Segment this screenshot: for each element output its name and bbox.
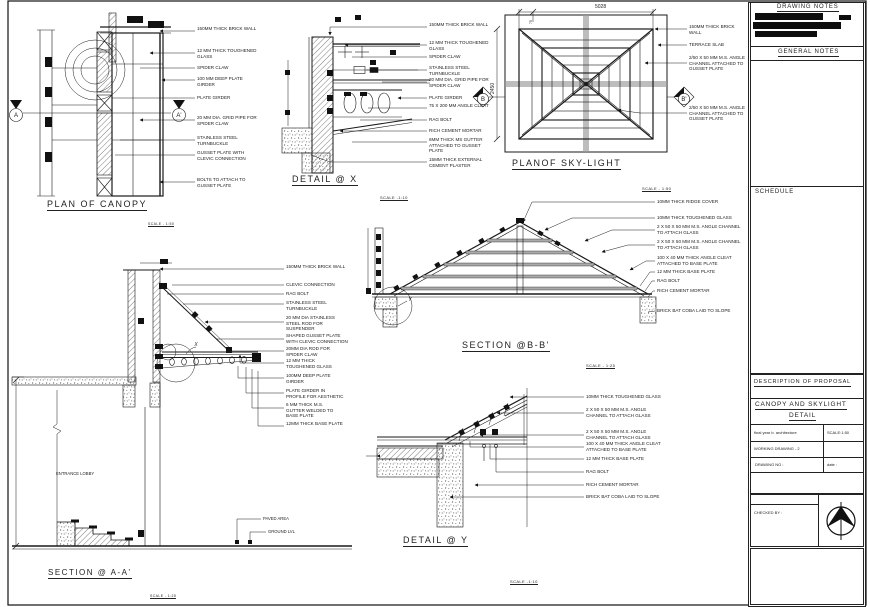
drawing-no-cell: DRAWING NO :	[755, 462, 784, 467]
skylight-width-dim: 5028	[595, 4, 607, 10]
annotation-label: SPIDER CLAW	[197, 65, 229, 70]
annotation-label: BRICK BAT COBA LAID TO SLOPE	[586, 494, 660, 499]
annotation-label: 20 MM DIA STAINLESS STEEL ROD FOR SUSPENDER	[286, 315, 335, 332]
annotation-label: PLATE GIRDER	[429, 95, 463, 100]
annotation-label: 15MM THICK EXTERNAL CEMENT PLASTER	[429, 157, 483, 168]
skylight-offset-dim: 75	[529, 20, 533, 24]
annotation-label: TERRACE SLAB	[689, 42, 724, 47]
annotation-label: 150MM THICK BRICK WALL	[286, 264, 346, 269]
detail-y-title: DETAIL @ Y	[403, 535, 469, 545]
redacted-note-line	[839, 15, 851, 20]
drawing-notes-heading: DRAWING NOTES	[777, 4, 839, 10]
annotation-label: 2 X 50 X 50 MM M.S. ANGLE CHANNEL TO ATTACH GLASS	[586, 407, 651, 418]
working-drawing-cell: WORKING DRAWING - 2	[754, 446, 800, 451]
annotation-label: 150MM THICK BRICK WALL	[429, 22, 489, 27]
annotation-label: 100 X 40 MM THICK ANGLE CLEAT ATTACHED TO BASE PLATE	[657, 255, 732, 266]
annotation-label: BRICK BAT COBA LAID TO SLOPE	[657, 308, 731, 313]
annotation-label: 12 MM THICK BASE PLATE	[586, 456, 645, 461]
spare-box	[750, 472, 864, 494]
annotation-label: 2/50 X 50 MM M.S. ANGLE CHANNEL ATTACHED TO GUSSET PLATE	[689, 105, 745, 122]
canopy-plan-drawing	[10, 13, 196, 196]
annotation-label: 12 MM THICK TOUGHENED GLASS	[197, 48, 257, 59]
north-arrow-icon	[818, 495, 863, 546]
general-notes-heading: GENERAL NOTES	[778, 49, 840, 55]
drawing-notes-box	[750, 2, 864, 48]
paved-area-label: PAVED AREA	[263, 516, 289, 521]
checked-by-label: CHECKED BY :	[754, 510, 783, 515]
annotation-label: RICH CEMENT MORTAR	[657, 288, 710, 293]
canopy-plan-title: PLAN OF CANOPY	[47, 199, 148, 209]
annotation-label: 12 MM THICK TOUGHENED GLASS	[286, 358, 332, 369]
annotation-label: GUSSET PLATE WITH CLEVIC CONNECTION	[197, 150, 246, 161]
bottom-empty-box	[750, 548, 864, 605]
annotation-label: 150MM THICK BRICK WALL	[197, 26, 257, 31]
annotation-label: 10MM THICK TOUGHENED GLASS	[657, 215, 732, 220]
skylight-plan-title: PLANOF SKY-LIGHT	[512, 158, 622, 168]
annotation-label: STAINLESS STEEL TURNBUCKLE	[197, 135, 238, 146]
detail-y-scale: SCALE -1:10	[510, 579, 538, 584]
annotation-label: STAINLESS STEEL TURNBUCKLE	[429, 65, 470, 76]
skylight-height-dim: 2450	[490, 82, 496, 94]
annotation-label: STAINLESS STEEL TURNBUCKLE	[286, 300, 327, 311]
project-title-line2: DETAIL	[789, 412, 817, 419]
annotation-label: SHAPED GUSSET PLATE WITH CLEVIC CONNECTION	[286, 333, 348, 344]
section-bb-title: SECTION @B-B'	[462, 340, 550, 350]
marker-b: B	[480, 97, 486, 104]
annotation-label: PLATE GIRDER IN PROFILE FOR AESTHETIC	[286, 388, 344, 399]
annotation-label: RICH CEMENT MORTAR	[586, 482, 639, 487]
annotation-label: 6MM THICK MS GUTTER ATTACHED TO GUSSET PLATE	[429, 137, 483, 154]
annotation-label: 100 X 40 MM THICK ANGLE CLEAT ATTACHED TO BASE PLATE	[586, 441, 661, 452]
annotation-label: RAG BOLT	[657, 278, 680, 283]
marker-y: Y	[408, 297, 412, 303]
annotation-label: RAG BOLT	[286, 291, 309, 296]
firm-cell: final year b. architecture	[754, 430, 797, 435]
checked-by-box	[750, 494, 864, 547]
marker-b-prime: B'	[681, 97, 687, 104]
annotation-label: 2 X 50 X 50 MM M.S. ANGLE CHANNEL TO ATTACH GLASS	[657, 239, 741, 250]
annotation-label: 6 MM THICK M.S. GUTTER WELDED TO BASE PLATE	[286, 402, 334, 419]
annotation-label: SPIDER CLAW	[429, 54, 461, 59]
detail-x-scale: SCALE -1:10	[380, 195, 408, 200]
section-bb-scale: SCALE - 1:25	[586, 363, 616, 368]
description-heading: DESCRIPTION OF PROPOSAL	[754, 379, 851, 385]
annotation-label: BOLTS TO ATTACH TO GUSSET PLATE	[197, 177, 246, 188]
marker-a: A	[13, 113, 19, 120]
schedule-box	[750, 186, 864, 374]
section-bb-drawing	[366, 202, 656, 327]
section-aa-title: SECTION @ A-A'	[48, 568, 132, 577]
annotation-label: 20 MM DIA. GRID PIPE FOR SPIDER CLAW	[197, 115, 257, 126]
marker-a-prime: A'	[176, 113, 182, 120]
date-cell: date :	[827, 462, 838, 467]
project-title-box	[750, 398, 864, 426]
info-table	[750, 424, 864, 474]
schedule-heading: SCHEDULE	[755, 189, 795, 195]
room-label: ENTRANCE LOBBY	[56, 471, 95, 476]
redacted-note-line	[755, 13, 823, 20]
scale-cell: SCALE:1:50	[827, 430, 850, 435]
project-title-line1: CANOPY AND SKYLIGHT	[755, 401, 847, 408]
detail-y-drawing	[366, 388, 584, 527]
annotation-label: RICH CEMENT MORTAR	[429, 128, 482, 133]
redacted-note-line	[755, 31, 817, 37]
annotation-label: 10MM THICK TOUGHENED GLASS	[586, 394, 661, 399]
annotation-label: 20 MM DIA. GRID PIPE FOR SPIDER CLAW	[429, 77, 489, 88]
marker-x: X	[194, 342, 198, 348]
annotation-label: 100MM DEEP PLATE GIRDER	[286, 373, 331, 384]
annotation-label: 10MM THICK RIDGE COVER	[657, 199, 719, 204]
skylight-plan-scale: SCALE - 1:50	[642, 186, 672, 191]
ground-lvl-label: GROUND LVL	[268, 529, 295, 534]
annotation-label: 2 X 50 X 50 MM M.S. ANGLE CHANNEL TO ATTACH GLASS	[657, 224, 741, 235]
redacted-note-line	[753, 22, 841, 29]
annotation-label: 100 MM DEEP PLATE GIRDER	[197, 76, 243, 87]
annotation-label: RAG BOLT	[429, 117, 452, 122]
annotation-label: 20MM DIA ROD FOR SPIDER CLAW	[286, 346, 330, 357]
general-notes-box	[750, 46, 864, 188]
description-box	[750, 374, 864, 400]
annotation-label: 150MM THICK BRICK WALL	[689, 24, 735, 35]
canopy-plan-scale: SCALE - 1:50	[148, 222, 175, 226]
annotation-label: 12 MM THICK TOUGHENED GLASS	[429, 40, 489, 51]
skylight-plan-drawing	[494, 9, 694, 152]
annotation-label: 75 X 200 MM ANGLE CLEAT	[429, 103, 489, 108]
annotation-label: 12MM THICK BASE PLATE	[286, 421, 343, 426]
annotation-label: CLEVIC CONNECTION	[286, 282, 335, 287]
annotation-label: 2/50 X 50 MM M.S. ANGLE CHANNEL ATTACHED TO GUSSET PLATE	[689, 55, 745, 72]
annotation-label: 2 X 50 X 50 MM M.S. ANGLE CHANNEL TO ATTACH GLASS	[586, 429, 651, 440]
detail-x-title: DETAIL @ X	[292, 174, 358, 184]
section-aa-scale: SCALE - 1:25	[150, 594, 177, 598]
annotation-label: PLATE GIRDER	[197, 95, 231, 100]
annotation-label: 12 MM THICK BASE PLATE	[657, 269, 716, 274]
annotation-label: RAG BOLT	[586, 469, 609, 474]
